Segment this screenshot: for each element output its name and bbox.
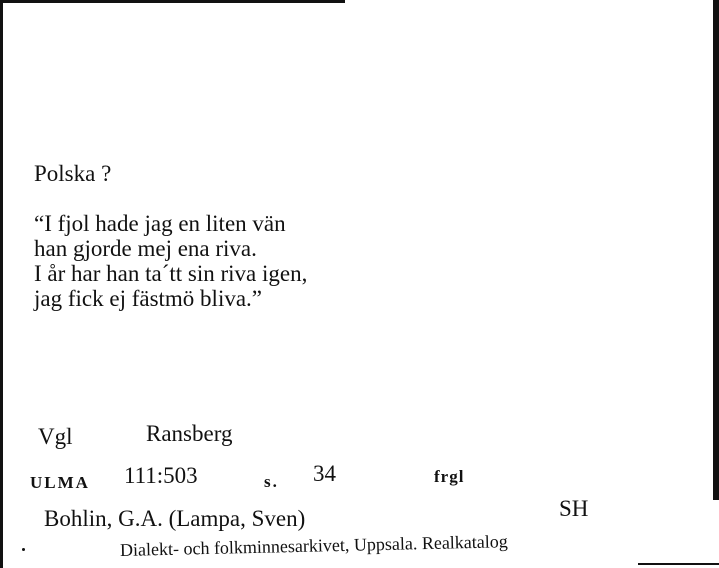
song-title: Polska ? (34, 161, 112, 186)
verse-line: han gjorde mej ena riva. (34, 236, 257, 261)
verse-text (34, 211, 307, 311)
archive-number: 111:503 (124, 463, 198, 488)
card-bottom-edge (638, 563, 719, 565)
verse-line: I år har han ta´tt sin riva igen, (34, 261, 308, 286)
verse-line: jag fick ej fästmö bliva.” (34, 286, 263, 311)
page-label: s. (264, 472, 279, 491)
initials: SH (559, 496, 589, 521)
verse-line: “I fjol hade jag en liten vän (34, 211, 286, 236)
region-code: Vgl (38, 424, 73, 449)
archive-footer: Dialekt- och folkminnesarkivet, Uppsala. Realkatalog (119, 531, 509, 560)
page-number: 34 (313, 461, 336, 486)
card-right-edge (713, 0, 719, 500)
archive-label: ULMA (30, 473, 90, 492)
card-left-edge (0, 0, 3, 568)
type-code: frgl (434, 467, 465, 486)
place-name: Ransberg (146, 421, 233, 446)
card-top-edge (0, 0, 345, 3)
stray-mark (22, 548, 25, 551)
collector-name: Bohlin, G.A. (Lampa, Sven) (44, 506, 306, 531)
